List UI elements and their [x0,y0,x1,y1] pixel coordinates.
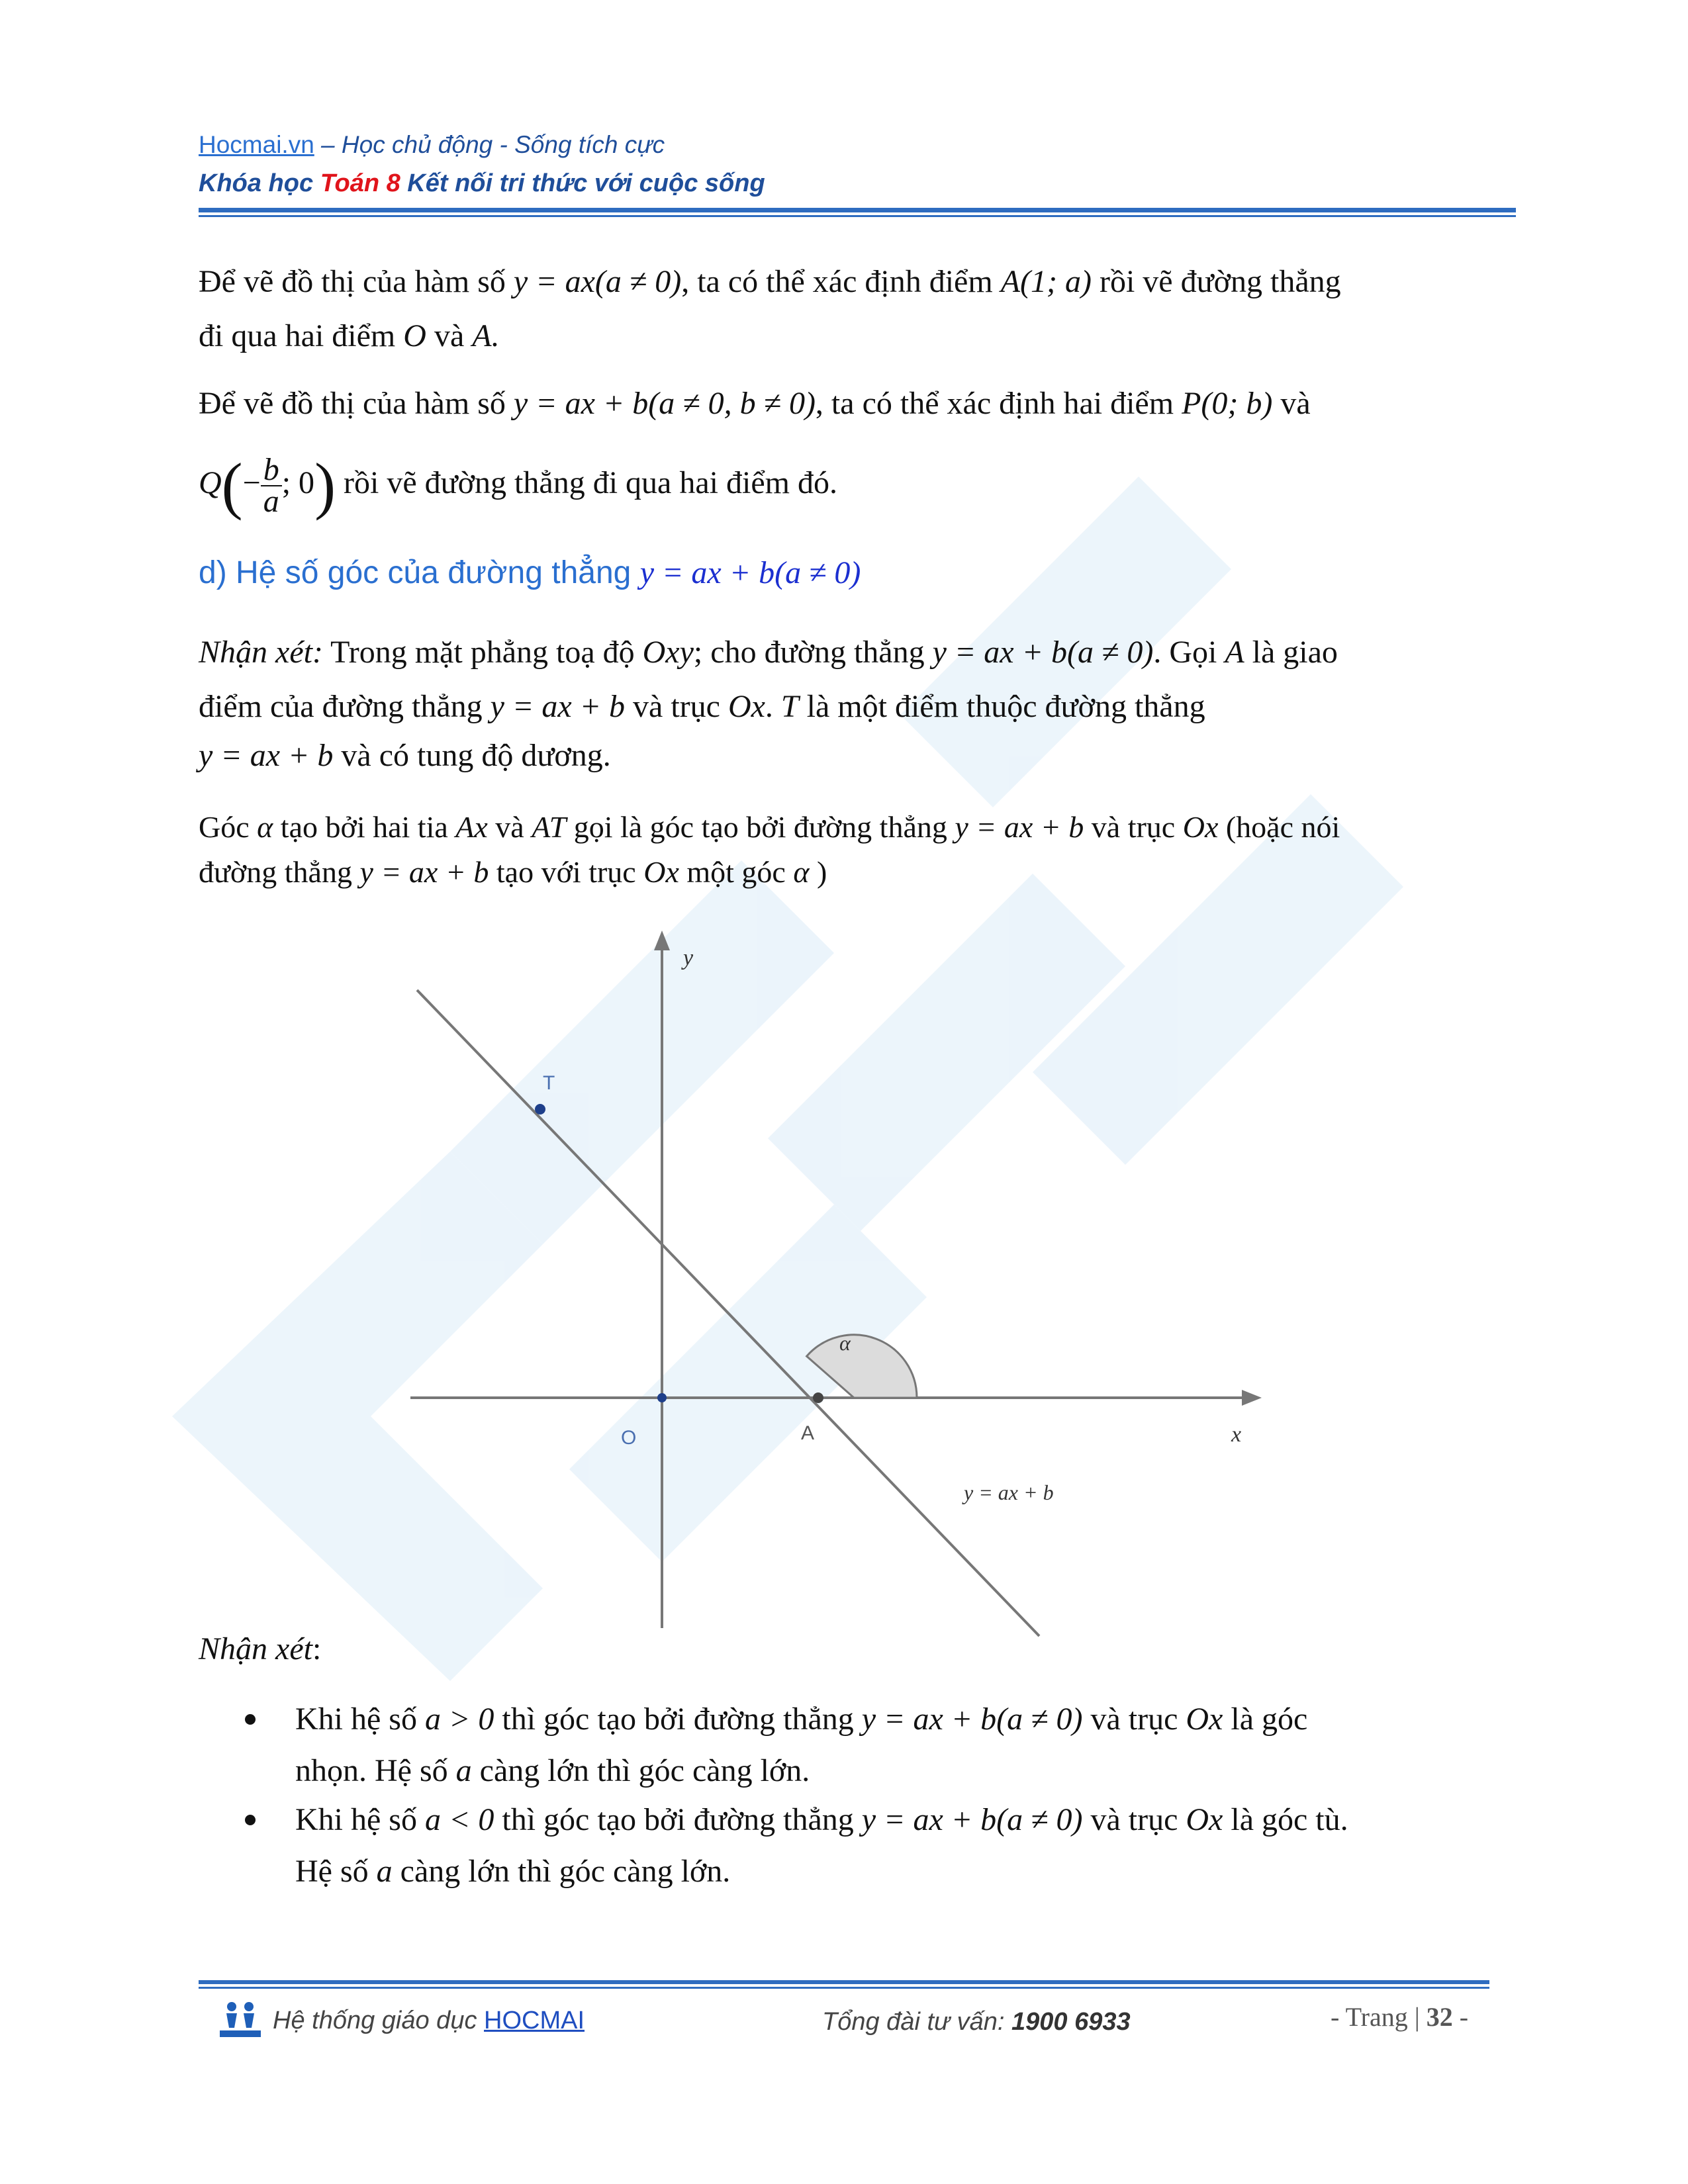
text: là góc [1231,1702,1308,1737]
text: thì góc tạo bởi đường thẳng [502,1802,854,1837]
point-o [657,1393,667,1402]
formula: y = ax + b(a ≠ 0) [861,1702,1083,1737]
text: điểm của đường thẳng [199,689,483,724]
remark2-label-line [199,1631,321,1668]
bullet-dot [245,1815,256,1825]
formula: Ox [643,855,679,889]
footer-rule-thin [199,1987,1489,1989]
text: đi qua hai điểm [199,318,396,353]
formula: y = ax + b(a ≠ 0) [639,555,861,590]
angle-def-line1 [199,809,1340,846]
text: Trong mặt phẳng toạ độ [330,635,635,670]
formula: a > 0 [424,1702,494,1737]
footer-system [273,2007,585,2035]
bullet-dot [245,1714,256,1725]
text: Hệ số [295,1854,369,1889]
text: một góc [686,855,786,889]
formula: Oxy [642,635,694,670]
text: ; cho đường thẳng [693,635,925,670]
y-axis-arrow [654,931,670,950]
formula: A [1225,635,1244,670]
hotline-number: 1900 6933 [1011,2008,1131,2036]
header-rule-thin [199,215,1516,217]
text: . Gọi [1153,635,1217,670]
text: và [495,810,524,844]
text: là một điểm thuộc đường thẳng [806,689,1205,724]
remark-label: Nhận xét: [199,635,323,670]
formula: Ax [455,810,488,844]
page-suffix: - [1452,2002,1469,2032]
text: Để vẽ đồ thị của hàm số [199,386,506,421]
formula: P(0; b) [1182,386,1273,421]
formula: y = ax + b(a ≠ 0, b ≠ 0) [513,386,816,421]
course-suffix: Kết nối tri thức với cuộc sống [400,169,765,197]
formula: y = ax + b(a ≠ 0) [932,635,1154,670]
formula: Ox [1182,810,1219,844]
remark1-line2 [199,688,1205,725]
para1-line1 [199,263,1341,300]
text: rồi vẽ đường thẳng [1099,264,1341,299]
bullet1-line2 [295,1752,810,1790]
text: nhọn. Hệ số [295,1753,448,1788]
formula: a < 0 [424,1802,494,1837]
text: (hoặc nói [1225,810,1340,844]
hocmai-logo-icon [218,2000,262,2038]
formula: Ox [1186,1802,1223,1837]
para2-line2 [199,443,837,525]
text: Khi hệ số [295,1702,417,1737]
formula: a [455,1753,472,1788]
site-slogan: – Học chủ động - Sống tích cực [314,131,665,158]
footer-hotline [822,2008,1131,2036]
text: và [434,318,465,353]
course-prefix: Khóa học [199,169,320,197]
paren: ( [221,449,243,521]
formula: y = ax(a ≠ 0) [513,264,682,299]
course-header [199,169,765,198]
minus-sign: − [242,465,261,500]
origin-label: O [621,1427,637,1449]
formula: A. [472,318,500,353]
formula: α [257,810,273,844]
text: . [765,689,773,724]
text: Khi hệ số [295,1802,417,1837]
course-subject: Toán 8 [320,169,400,197]
point-a-label: A [801,1422,815,1444]
page-number [1331,2001,1468,2032]
formula: Q [199,465,222,500]
text: tạo với trục [496,855,636,889]
text: thì góc tạo bởi đường thẳng [502,1702,854,1737]
formula: y = ax + b [955,810,1084,844]
formula: α [793,855,810,889]
page-number-value: 32 [1426,2002,1453,2032]
text: và trục [1091,810,1176,844]
fraction-num: b [261,455,282,486]
formula: y = ax + b [359,855,489,889]
formula: Ox [1186,1702,1223,1737]
text: , ta có thể xác định hai điểm [815,386,1174,421]
x-axis-label: x [1231,1422,1242,1447]
line-equation-label: y = ax + b [964,1480,1054,1504]
text: là giao [1252,635,1338,670]
text: : [312,1631,322,1666]
formula: ; 0 [281,465,315,500]
section-d-heading [199,555,861,591]
formula: y = ax + b [490,689,626,724]
hotline-label: Tổng đài tư vấn: [822,2008,1012,2036]
text: càng lớn thì góc càng lớn. [479,1753,810,1788]
y-axis-label: y [683,946,694,970]
formula: Ox [727,689,765,724]
site-link[interactable]: Hocmai.vn [199,131,314,158]
angle-alpha-sector [807,1335,917,1398]
text: và trục [1090,1802,1178,1837]
text: và trục [633,689,720,724]
site-header-line [199,131,665,159]
text: đường thẳng [199,855,352,889]
page-prefix: - Trang | [1331,2002,1427,2032]
text: rồi vẽ đường thẳng đi qua hai điểm đó. [344,465,837,500]
formula: AT [532,810,567,844]
header-rule [199,208,1516,212]
para2-line1 [199,385,1311,422]
x-axis-arrow [1242,1390,1262,1406]
formula: O [403,318,426,353]
text: và trục [1090,1702,1178,1737]
remark1-line1 [199,634,1338,671]
section-title: d) Hệ số góc của đường thẳng [199,555,632,590]
text: ) [817,855,827,889]
remark1-line3 [199,737,611,774]
text: và có tung độ dương. [341,738,611,773]
footer-brand-link[interactable]: HOCMAI [484,2007,585,2034]
formula: A(1; a) [1000,264,1092,299]
formula: a [376,1854,393,1889]
bullet2-line1 [295,1801,1348,1839]
fraction-den: a [263,483,279,519]
bullet1-line1 [295,1701,1307,1738]
point-t [535,1104,545,1115]
para1-line2 [199,318,500,355]
text: gọi là góc tạo bởi đường thẳng [573,810,947,844]
line-graph-figure [397,927,1271,1641]
text: Để vẽ đồ thị của hàm số [199,264,506,299]
formula: y = ax + b(a ≠ 0) [861,1802,1083,1837]
paren: ) [314,449,336,521]
footer-system-text: Hệ thống giáo dục [273,2007,485,2034]
text: tạo bởi hai tia [280,810,448,844]
remark-label: Nhận xét [199,1631,312,1666]
point-a [813,1392,823,1403]
fraction [261,451,282,519]
bullet2-line2 [295,1853,730,1890]
footer-rule [199,1980,1489,1984]
formula: y = ax + b [199,738,334,773]
text: là góc tù. [1231,1802,1348,1837]
text: và [1280,386,1311,421]
line-y-ax-b [417,990,1039,1636]
angle-label: α [839,1331,851,1355]
text: càng lớn thì góc càng lớn. [400,1854,731,1889]
point-t-label: T [543,1072,555,1094]
angle-def-line2 [199,854,827,891]
text: Góc [199,810,250,844]
formula: T [780,689,799,724]
text: , ta có thể xác định điểm [681,264,993,299]
